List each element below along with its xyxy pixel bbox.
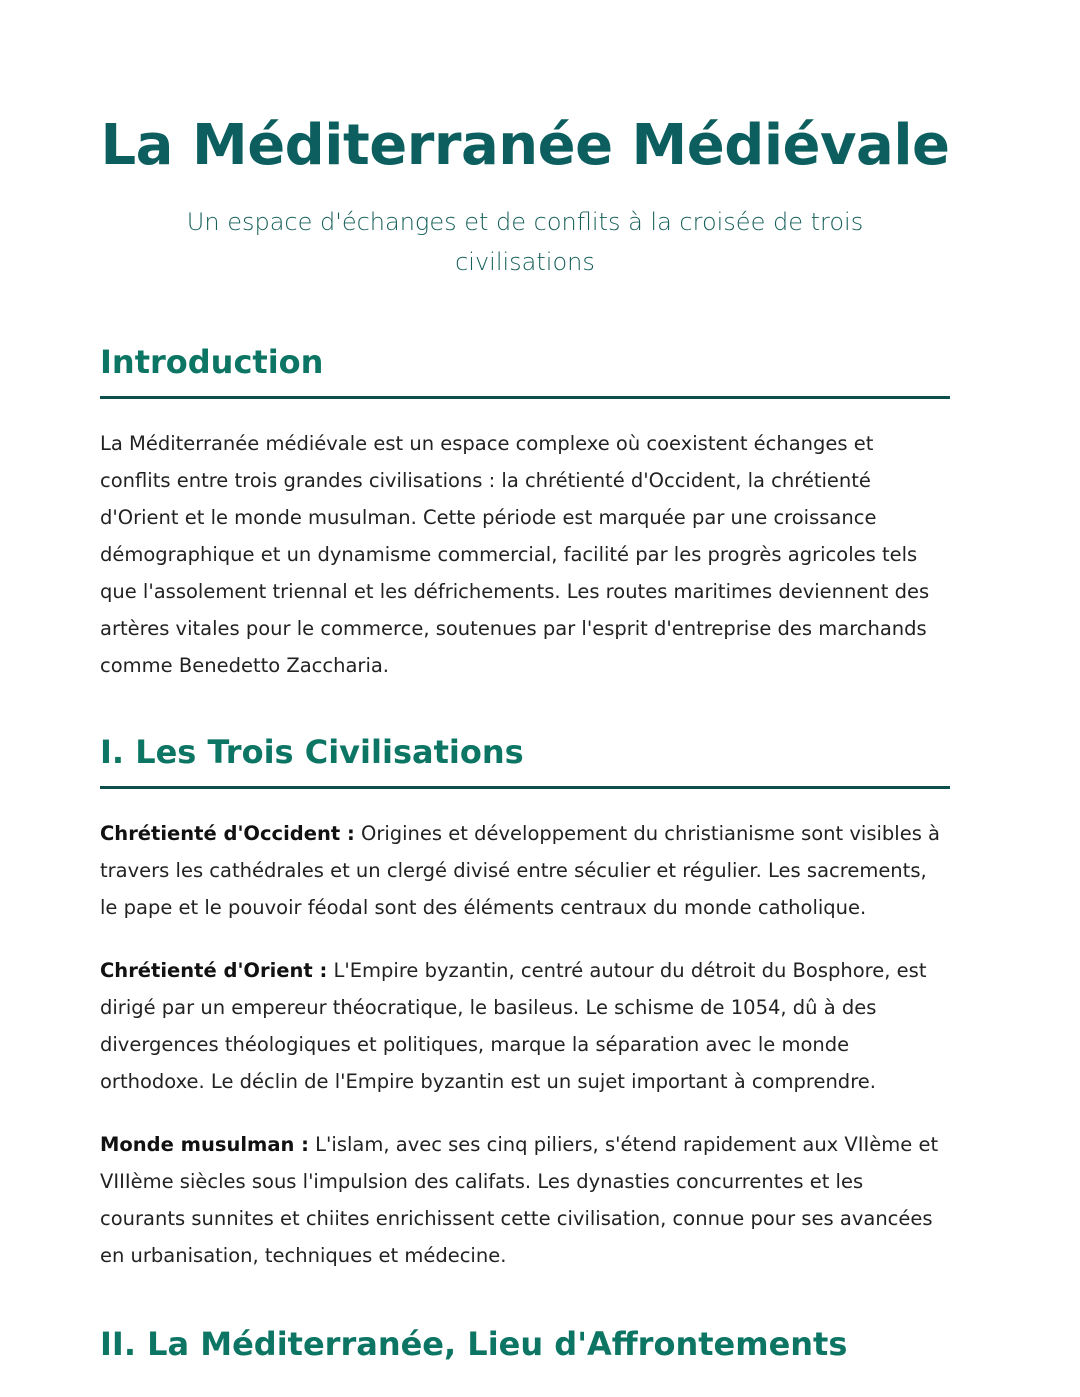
- page-subtitle: Un espace d'échanges et de conflits à la croisée de trois civilisations: [186, 208, 864, 276]
- section-three-civilisations: [100, 730, 950, 1274]
- paragraph-orient: [100, 952, 950, 1100]
- section-heading: II. La Méditerranée, Lieu d'Affrontements: [100, 1325, 848, 1363]
- paragraph-text: L'Empire byzantin, centré autour du détroit du Bosphore, est dirigé par un empereur théocratique, le basileus. Le schisme de 1054, dû à des divergences théologiques et politiques, marque la séparation avec le monde orthodoxe. Le déclin de l'Empire byzantin est un sujet important à comprendre.: [100, 959, 927, 1093]
- section-heading: I. Les Trois Civilisations: [100, 730, 950, 789]
- section-heading: Introduction: [100, 340, 950, 399]
- paragraph-occident: [100, 815, 950, 926]
- document: [100, 0, 950, 1378]
- section-introduction: [100, 340, 950, 684]
- paragraph-text: L'islam, avec ses cinq piliers, s'étend rapidement aux VIIème et VIIIème siècles sous l'impulsion des califats. Les dynasties concurrentes et les courants sunnites et chiites enrichissent cette civilisation, connue pour ses avancées en urbanisation, techniques et médecine.: [100, 1133, 939, 1267]
- term-label: Monde musulman :: [100, 1133, 309, 1156]
- term-label: Chrétienté d'Orient :: [100, 959, 328, 982]
- paragraph-islam: [100, 1126, 950, 1274]
- page-title: La Méditerranée Médiévale: [100, 113, 950, 178]
- section-affrontements: [100, 1322, 950, 1378]
- paragraph-text: Origines et développement du christianisme sont visibles à travers les cathédrales et un clergé divisé entre séculier et régulier. Les sacrements, le pape et le pouvoir féodal sont des éléments centraux du monde catholique.: [100, 822, 941, 919]
- intro-paragraph: La Méditerranée médiévale est un espace complexe où coexistent échanges et conflits entre trois grandes civilisations : la chrétienté d'Occident, la chrétienté d'Orient et le monde musulman. Cette période est marquée par une croissance démographique et un dynamisme commercial, facilité par les progrès agricoles tels que l'assolement triennal et les défrichements. Les routes maritimes deviennent des artères vitales pour le commerce, soutenues par l'esprit d'entreprise des marchands comme Benedetto Zaccharia.: [100, 432, 930, 677]
- term-label: Chrétienté d'Occident :: [100, 822, 355, 845]
